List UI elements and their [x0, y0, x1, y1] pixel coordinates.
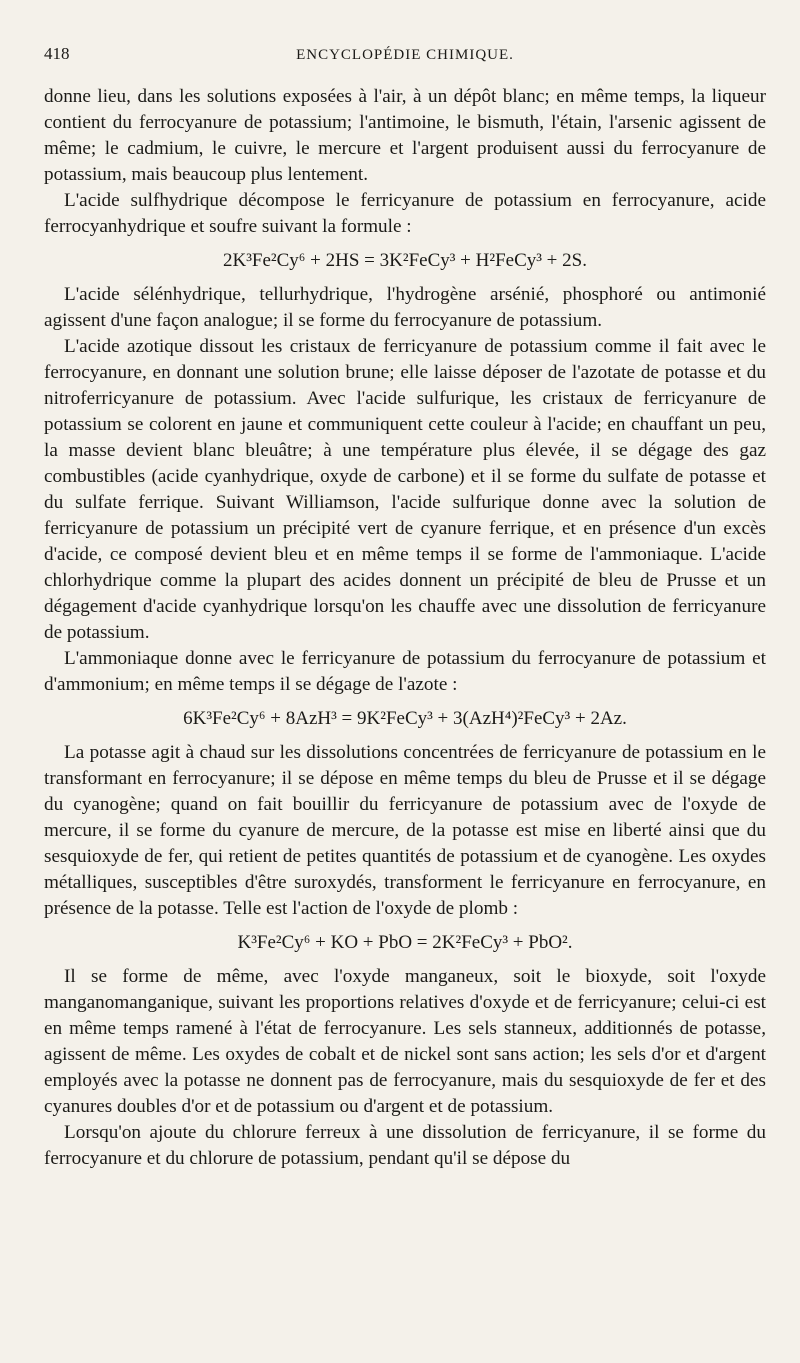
document-page [44, 44, 766, 1344]
paragraph-7: Il se forme de même, avec l'oxyde manganeux, soit le bioxyde, soit l'oxyde manganomanganique, suivant les proportions relatives d'oxyde et de ferricyanure; celui-ci est en même temps ramené à l'état de ferrocyanure. Les sels stanneux, additionnés de potasse, agissent de même. Les oxydes de cobalt et de nickel sont sans action; les sels d'or et d'argent employés avec la potasse ne donnent pas de ferrocyanure, mais du sesquioxyde de fer et des cyanures doubles d'or et de potassium ou d'argent et de potassium. [44, 966, 766, 1117]
paragraph-2: L'acide sulfhydrique décompose le ferricyanure de potassium en ferrocyanure, acide ferrocyanhydrique et soufre suivant la formule : [44, 190, 766, 237]
paragraph-5: L'ammoniaque donne avec le ferricyanure de potassium du ferrocyanure de potassium et d'ammonium; en même temps il se dégage de l'azote : [44, 648, 766, 695]
formula-2: 6K³Fe²Cy⁶ + 8AzH³ = 9K²FeCy³ + 3(AzH⁴)²FeCy³ + 2Az. [183, 708, 627, 729]
paragraph-3: L'acide sélénhydrique, tellurhydrique, l'hydrogène arsénié, phosphoré ou antimonié agissent d'une façon analogue; il se forme du ferrocyanure de potassium. [44, 284, 766, 331]
paragraph-6: La potasse agit à chaud sur les dissolutions concentrées de ferricyanure de potassium en le transformant en ferrocyanure; il se dépose en même temps du bleu de Prusse et il se dégage du cyanogène; quand on fait bouillir du ferricyanure de potassium avec de l'oxyde de mercure, il se forme du cyanure de mercure, de la potasse est mise en liberté ainsi que du sesquioxyde de fer, qui retient de petites quantités de potassium et de cyanogène. Les oxydes métalliques, susceptibles d'être suroxydés, transforment le ferricyanure en ferrocyanure, en présence de la potasse. Telle est l'action de l'oxyde de plomb : [44, 742, 766, 919]
paragraph-8: Lorsqu'on ajoute du chlorure ferreux à une dissolution de ferricyanure, il se forme du ferrocyanure et du chlorure de potassium, pendant qu'il se dépose du [44, 1122, 766, 1169]
formula-3: K³Fe²Cy⁶ + KO + PbO = 2K²FeCy³ + PbO². [237, 932, 573, 953]
paragraph-1: donne lieu, dans les solutions exposées à l'air, à un dépôt blanc; en même temps, la liqueur contient du ferrocyanure de potassium; l'antimoine, le bismuth, l'étain, l'arsenic agissent de même; le cadmium, le cuivre, le mercure et l'argent produisent aussi du ferrocyanure de potassium, mais beaucoup plus lentement. [44, 86, 766, 185]
page-header [44, 44, 766, 84]
formula-1: 2K³Fe²Cy⁶ + 2HS = 3K²FeCy³ + H²FeCy³ + 2S. [223, 250, 587, 271]
paragraph-4: L'acide azotique dissout les cristaux de ferricyanure de potassium comme il fait avec le ferrocyanure, en donnant une solution brune; elle laisse déposer de l'azotate de potasse et du nitroferricyanure de potassium. Avec l'acide sulfurique, les cristaux de ferricyanure de potassium se colorent en jaune et communiquent cette couleur à l'acide; en chauffant un peu, la masse devient blanc bleuâtre; à une température plus élevée, il se dégage des gaz combustibles (acide cyanhydrique, oxyde de carbone) et il se forme du sulfate de potasse et du sulfate ferrique. Suivant Williamson, l'acide sulfurique donne avec la solution de ferricyanure de potassium un précipité vert de cyanure ferrique, et en présence d'un excès d'acide, ce composé devient bleu et en même temps il se forme de l'ammoniaque. L'acide chlorhydrique comme la plupart des acides donnent un précipité de bleu de Prusse et un dégagement d'acide cyanhydrique lorsqu'on les chauffe avec une dissolution de ferricyanure de potassium. [44, 336, 766, 643]
running-title: ENCYCLOPÉDIE CHIMIQUE. [296, 47, 514, 63]
page-number: 418 [44, 44, 70, 63]
